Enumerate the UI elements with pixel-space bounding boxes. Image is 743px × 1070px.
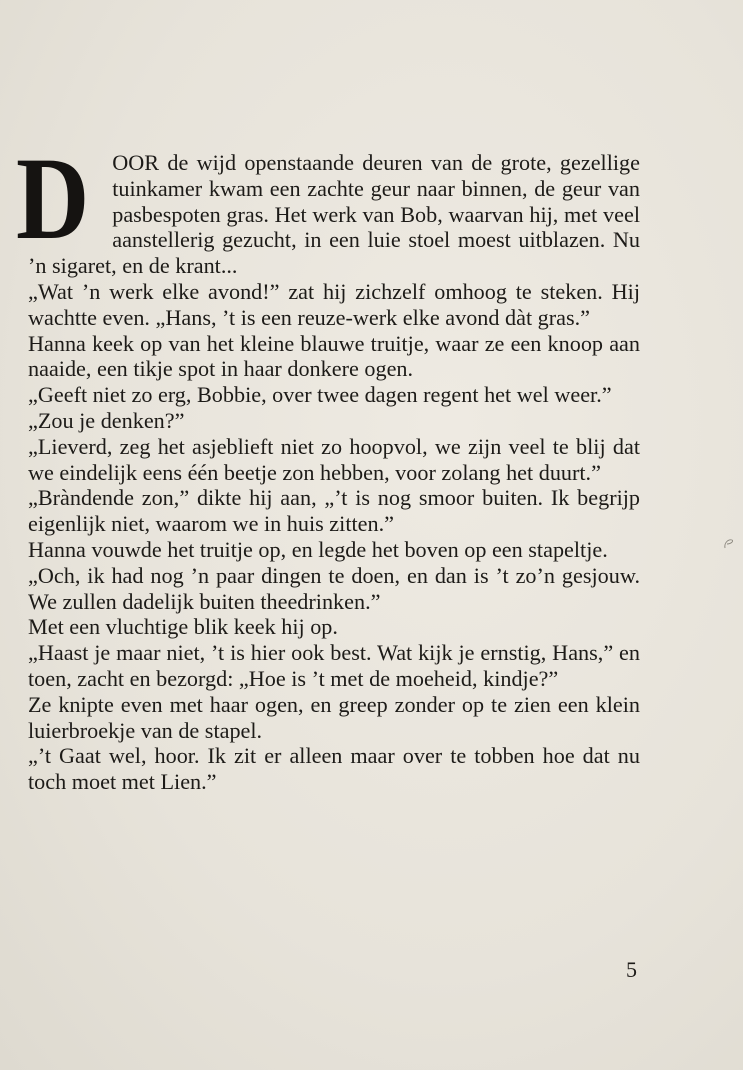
- paragraph-7: „Bràndende zon,” dikte hij aan, „’t is nog smoor buiten. Ik begrijp eigenlijk niet, waarom we in huis zitten.”: [28, 485, 640, 537]
- page-number: 5: [626, 957, 637, 982]
- paragraph-5: „Zou je denken?”: [28, 407, 185, 433]
- paragraph-6: „Lieverd, zeg het asjeblieft niet zo hoopvol, we zijn veel te blij dat we eindelijk eens één beetje zon hebben, voor zolang het duurt.”: [28, 433, 640, 485]
- page-body: [16, 133, 640, 795]
- drop-cap: D: [16, 133, 89, 264]
- paragraph-11: „Haast je maar niet, ’t is hier ook best. Wat kijk je ernstig, Hans,” en toen, zacht en bezorgd: „Hoe is ’t met de moeheid, kindje?”: [28, 640, 640, 691]
- paragraph-2: „Wat ’n werk elke avond!” zat hij zichzelf omhoog te steken. Hij wachtte even. „Hans, ’t is een reuze-werk elke avond dàt gras.”: [28, 278, 640, 330]
- paragraph-8: Hanna vouwde het truitje op, en legde het boven op een stapeltje.: [28, 536, 608, 562]
- paragraph-4: „Geeft niet zo erg, Bobbie, over twee dagen regent het wel weer.”: [28, 382, 612, 408]
- paragraph-12: Ze knipte even met haar ogen, en greep zonder op te zien een klein luierbroekje van de stapel.: [28, 691, 640, 743]
- paragraph-9: „Och, ik had nog ’n paar dingen te doen, en dan is ’t zo’n gesjouw. We zullen dadelijk buiten theedrinken.”: [28, 562, 640, 614]
- paragraph-13: „’t Gaat wel, hoor. Ik zit er alleen maar over te tobben hoe dat nu toch moet met Lien.”: [28, 743, 640, 795]
- paragraph-1: [16, 133, 640, 279]
- paragraph-1-text: OOR de wijd openstaande deuren van de grote, gezellige tuinkamer kwam een zachte geur naar binnen, de geur van pasbespoten gras. Het werk van Bob, waarvan hij, met veel aanstellerig gezucht, in een luie stoel moest uitblazen. Nu ’n sigaret, en de krant...: [28, 150, 640, 279]
- paragraph-3: Hanna keek op van het kleine blauwe truitje, waar ze een knoop aan naaide, een tikje spot in haar donkere ogen.: [28, 330, 640, 382]
- paragraph-10: Met een vluchtige blik keek hij op.: [28, 614, 338, 640]
- pencil-mark-icon: [722, 536, 736, 552]
